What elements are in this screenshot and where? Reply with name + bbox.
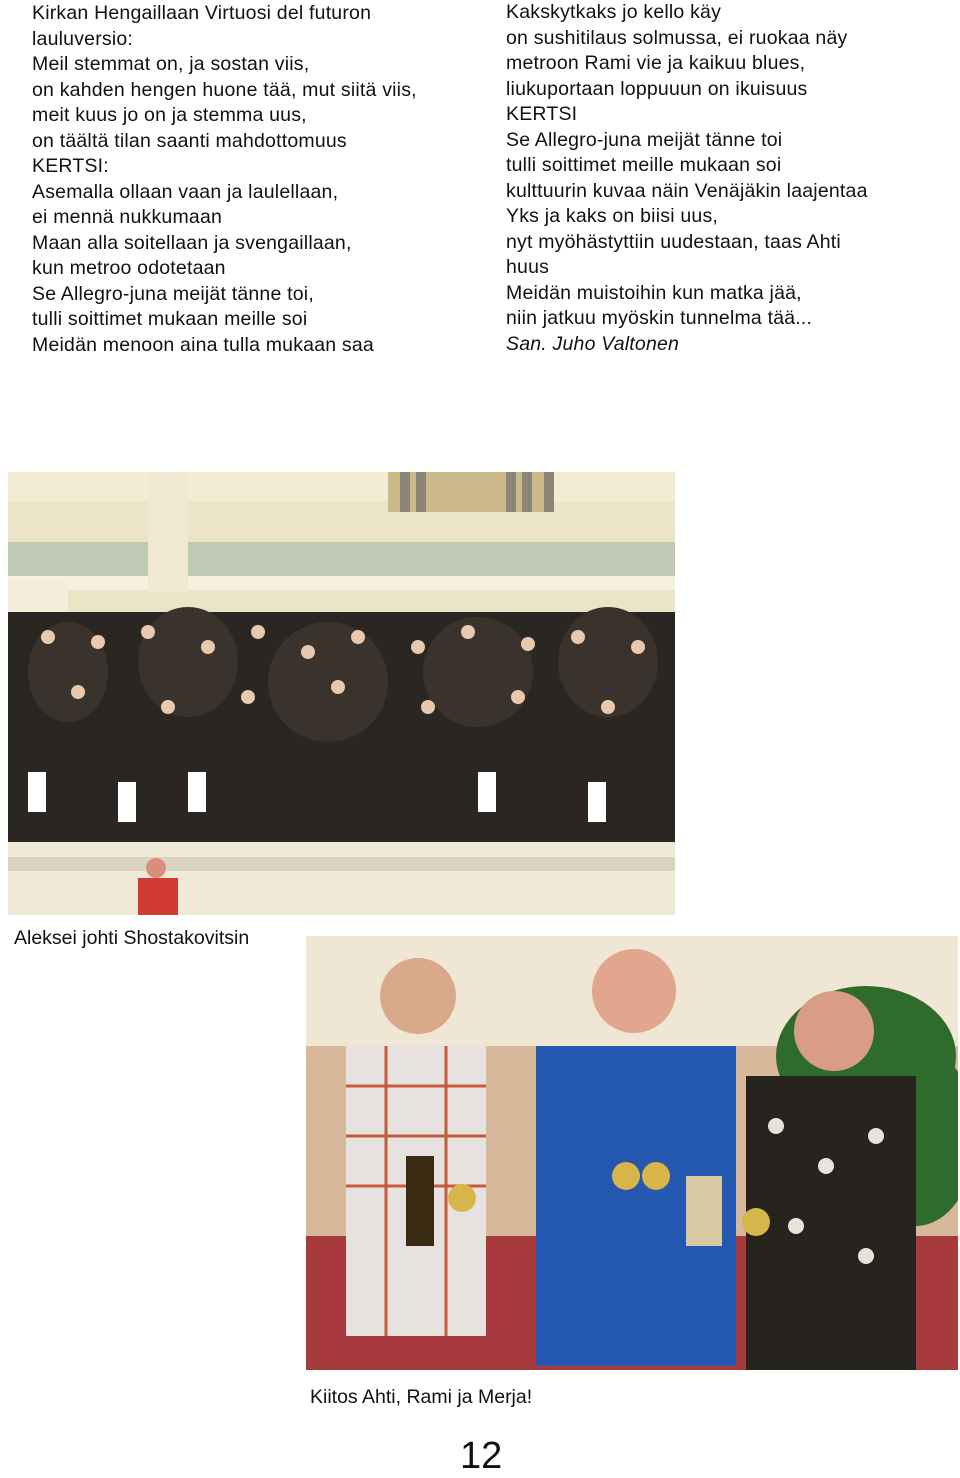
verse-5: Yks ja kaks on biisi uus, nyt myöhästyttiin uudestaan, taas Ahti huus Meidän muistoihin kun matka jää, niin jatkuu myöskin tunnelma tää... xyxy=(506,205,841,329)
awards-photo xyxy=(306,936,958,1370)
verse-3: Kakskytkaks jo kello käy on sushitilaus solmussa, ei ruokaa näy metroon Rami vie ja kaikuu blues, liukuportaan loppuuun on ikuisuus xyxy=(506,1,848,100)
right-column xyxy=(506,0,946,357)
orchestra-caption: Aleksei johti Shostakovitsin xyxy=(14,927,250,949)
chorus: KERTSI: Asemalla ollaan vaan ja laulellaan, ei mennä nukkumaan Maan alla soitellaan ja svengaillaan, kun metroo odotetaan xyxy=(32,155,352,279)
verse-1: Meil stemmat on, ja sostan viis, on kahden hengen huone tää, mut siitä viis, meit kuus jo on ja stemma uus, on täältä tilan saanti mahdottomuus xyxy=(32,53,417,152)
chorus-label-right: KERTSI xyxy=(506,103,578,125)
left-column xyxy=(32,1,482,358)
page-number: 12 xyxy=(460,1435,503,1477)
orchestra-photo xyxy=(8,472,675,915)
awards-caption: Kiitos Ahti, Rami ja Merja! xyxy=(310,1386,533,1408)
verse-2: Se Allegro-juna meijät tänne toi, tulli soittimet mukaan meille soi Meidän menoon aina tulla mukaan saa xyxy=(32,282,374,356)
verse-4: Se Allegro-juna meijät tänne toi tulli soittimet meille mukaan soi kulttuurin kuvaa näin Venäjäkin laajentaa xyxy=(506,128,868,202)
chorus-label: KERTSI: xyxy=(32,155,109,177)
poem-heading: Kirkan Hengaillaan Virtuosi del futuron lauluversio: xyxy=(32,2,372,50)
author-credit: San. Juho Valtonen xyxy=(506,332,680,355)
